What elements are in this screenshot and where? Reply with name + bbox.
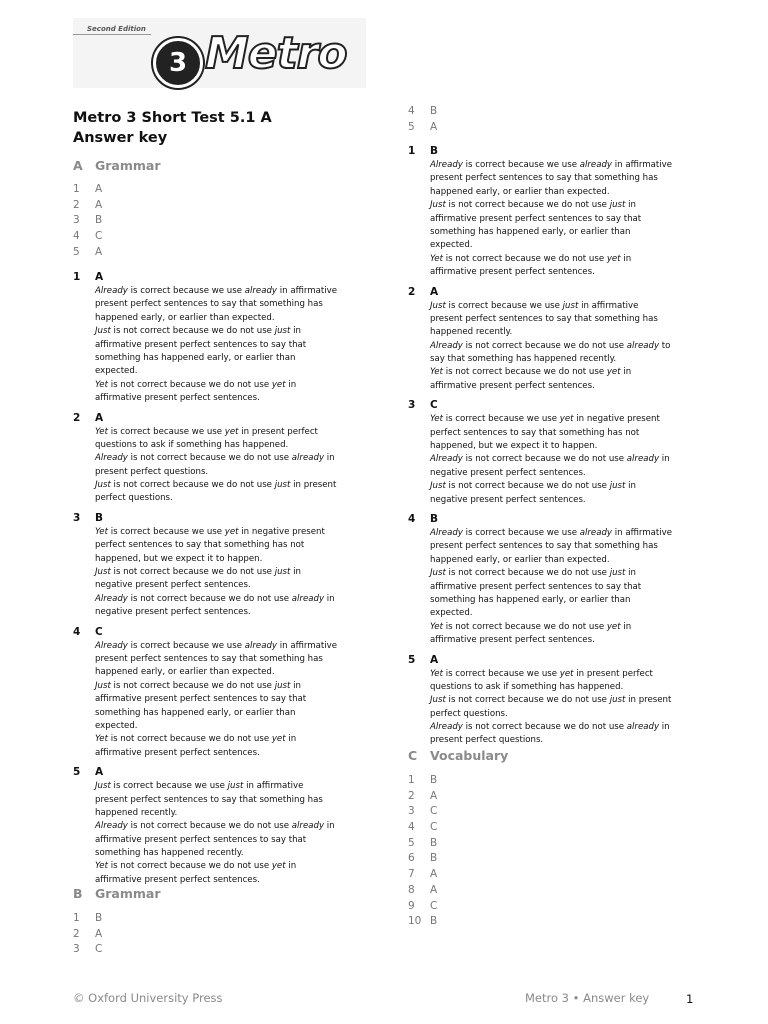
explanation-line: Yet is correct because we use yet in negative present — [95, 526, 325, 537]
explanation-line: Yet is not correct because we do not use yet in — [95, 861, 297, 872]
question-number: 3 — [73, 214, 80, 227]
explanation-line: Just is not correct because we do not use just in — [95, 326, 301, 337]
answer-letter: A — [95, 927, 103, 940]
section-b-heading — [73, 886, 161, 901]
question-number: 5 — [408, 836, 415, 849]
explanation-line: something has happened early, or earlier than — [430, 226, 631, 237]
explanation-line: present perfect sentences to say that something has — [430, 173, 658, 184]
explanation-line: affirmative present perfect sentences to say that — [430, 581, 642, 592]
answer-letter: B — [430, 145, 439, 157]
explanation-line: perfect questions. — [430, 708, 508, 719]
short-answer-row — [408, 773, 437, 789]
question-number: 2 — [73, 411, 81, 424]
answer-letter: A — [430, 285, 439, 298]
explanation-line: Already is not correct because we do not use already in — [95, 821, 335, 832]
explanation-item — [408, 144, 708, 280]
explanation-line: negative present perfect sentences. — [430, 494, 586, 505]
question-number: 3 — [73, 511, 81, 524]
metro-logo — [73, 18, 366, 88]
explanation-line: Already is not correct because we do not use already in — [95, 593, 335, 604]
explanation-header — [408, 512, 708, 527]
question-number: 8 — [408, 883, 415, 896]
answer-letter: A — [95, 245, 103, 258]
explanation-line: Yet is correct because we use yet in present perfect — [430, 668, 653, 679]
explanation-line: affirmative present perfect sentences. — [430, 267, 595, 278]
explanation-text — [430, 413, 708, 507]
explanation-line: perfect sentences to say that something has not — [95, 540, 305, 551]
explanation-line: affirmative present perfect sentences to say that — [95, 694, 307, 705]
explanation-line: Just is correct because we use just in affirmative — [430, 300, 639, 311]
explanation-line: Yet is not correct because we do not use yet in — [430, 367, 632, 378]
answer-letter: A — [430, 789, 438, 802]
explanation-header — [73, 411, 373, 426]
explanation-text — [95, 285, 373, 406]
short-answer-row — [408, 851, 437, 867]
explanation-line: Just is not correct because we do not use just in present — [95, 480, 337, 491]
explanation-line: Already is correct because we use already in affirmative — [95, 286, 338, 296]
question-number: 6 — [408, 852, 415, 865]
explanation-line: Yet is correct because we use yet in present perfect — [95, 426, 318, 437]
answer-letter: B — [430, 836, 438, 849]
section-c-heading — [408, 748, 508, 763]
footer-copyright: © Oxford University Press — [73, 991, 223, 1005]
section-letter: C — [408, 748, 418, 763]
explanation-text — [95, 780, 373, 887]
explanation-line: present perfect questions. — [95, 466, 209, 477]
explanation-header — [408, 398, 708, 413]
answer-letter: A — [95, 411, 104, 424]
explanation-line: Just is not correct because we do not use just in present — [430, 695, 672, 706]
explanation-line: Yet is not correct because we do not use yet in — [95, 379, 297, 390]
short-answer-row — [408, 899, 437, 915]
explanation-line: expected. — [95, 366, 138, 377]
answer-letter: A — [95, 766, 104, 779]
explanation-line: Already is correct because we use already in affirmative — [430, 527, 673, 538]
explanation-line: present perfect sentences to say that something has — [95, 653, 323, 664]
question-number: 3 — [73, 943, 80, 956]
explanation-item — [408, 285, 708, 394]
explanation-line: happened recently. — [95, 807, 178, 818]
explanation-line: Just is not correct because we do not use just in — [430, 568, 636, 579]
section-title: Vocabulary — [430, 748, 509, 763]
question-number: 1 — [408, 774, 415, 786]
explanation-line: Yet is not correct because we do not use yet in — [95, 734, 297, 745]
answer-letter: A — [95, 198, 103, 211]
question-number: 5 — [408, 120, 415, 133]
short-answer-row — [408, 820, 437, 836]
explanation-line: negative present perfect sentences. — [95, 607, 251, 618]
logo-divider — [73, 34, 151, 35]
explanation-header — [408, 144, 708, 159]
explanation-line: negative present perfect sentences. — [95, 580, 251, 591]
short-answer-row — [73, 182, 102, 198]
explanation-header — [408, 653, 708, 668]
question-number: 1 — [73, 183, 80, 195]
answer-letter: B — [430, 852, 438, 865]
explanation-line: present perfect sentences to say that something has — [95, 299, 323, 310]
explanation-line: Just is not correct because we do not use just in — [95, 567, 301, 578]
question-number: 7 — [408, 868, 415, 881]
answer-letter: B — [430, 915, 438, 928]
question-number: 1 — [73, 912, 80, 924]
answer-letter: B — [95, 511, 104, 524]
title-line-2: Answer key — [73, 130, 168, 146]
section-a-explanations — [73, 270, 373, 892]
explanation-item — [73, 270, 373, 406]
explanation-line: affirmative present perfect sentences. — [430, 380, 595, 391]
question-number: 4 — [73, 625, 81, 638]
explanation-line: negative present perfect sentences. — [430, 467, 586, 478]
question-number: 2 — [73, 198, 80, 211]
section-c-short-answers — [408, 773, 437, 930]
answer-letter: B — [430, 105, 438, 117]
explanation-text — [430, 668, 708, 748]
page-title — [73, 108, 272, 148]
explanation-line: say that something has happened recently. — [430, 354, 617, 365]
answer-letter: C — [95, 625, 103, 638]
explanation-line: something has happened early, or earlier than — [95, 352, 296, 363]
short-answer-row — [408, 883, 437, 899]
answer-letter: A — [430, 120, 438, 133]
explanation-line: affirmative present perfect sentences. — [430, 635, 595, 646]
explanation-item — [408, 653, 708, 748]
answer-letter: C — [95, 943, 103, 956]
explanation-line: happened early, or earlier than expected. — [430, 554, 610, 565]
explanation-line: present perfect sentences to say that something has — [95, 794, 323, 805]
explanation-line: expected. — [430, 240, 473, 251]
explanation-line: happened early, or earlier than expected. — [95, 312, 275, 323]
explanation-line: questions to ask if something has happened. — [430, 681, 624, 692]
explanation-line: Yet is not correct because we do not use yet in — [430, 621, 632, 632]
explanation-line: happened, but we expect it to happen. — [430, 441, 598, 452]
explanation-line: present perfect questions. — [430, 735, 544, 746]
explanation-line: Already is not correct because we do not use already in — [95, 453, 335, 464]
explanation-line: affirmative present perfect sentences. — [95, 393, 260, 404]
answer-letter: A — [95, 271, 104, 283]
explanation-line: happened, but we expect it to happen. — [95, 553, 263, 564]
answer-letter: C — [430, 805, 438, 818]
explanation-line: happened recently. — [430, 327, 513, 338]
explanation-line: expected. — [95, 720, 138, 731]
section-a-short-answers — [73, 182, 102, 260]
answer-letter: B — [430, 512, 439, 525]
question-number: 4 — [408, 821, 415, 834]
question-number: 5 — [73, 245, 80, 258]
question-number: 4 — [73, 230, 80, 243]
explanation-line: Just is not correct because we do not use just in — [95, 680, 301, 691]
explanation-item — [73, 411, 373, 506]
section-a-heading — [73, 158, 161, 173]
answer-letter: C — [95, 230, 103, 243]
short-answer-row — [73, 942, 102, 958]
question-number: 1 — [408, 145, 416, 157]
explanation-line: affirmative present perfect sentences. — [95, 874, 260, 885]
explanation-header — [73, 511, 373, 526]
explanation-text — [95, 526, 373, 620]
question-number: 5 — [408, 653, 416, 666]
short-answer-row — [73, 198, 102, 214]
answer-letter: A — [95, 183, 103, 195]
section-b-short-answers-part1 — [73, 911, 102, 958]
answer-letter: C — [430, 821, 438, 834]
explanation-item — [408, 398, 708, 507]
short-answer-row — [73, 245, 102, 261]
explanation-line: something has happened early, or earlier than — [95, 707, 296, 718]
short-answer-row — [73, 229, 102, 245]
section-b-short-answers-part2 — [408, 104, 437, 135]
question-number: 2 — [408, 789, 415, 802]
explanation-text — [95, 640, 373, 761]
explanation-line: affirmative present perfect sentences. — [95, 747, 260, 758]
short-answer-row — [408, 867, 437, 883]
explanation-line: present perfect sentences to say that something has — [430, 313, 658, 324]
section-title: Grammar — [95, 158, 161, 173]
section-letter: A — [73, 158, 83, 173]
short-answer-row — [73, 213, 102, 229]
explanation-line: Yet is correct because we use yet in negative present — [430, 414, 660, 425]
explanation-line: questions to ask if something has happened. — [95, 439, 289, 450]
explanation-line: Already is correct because we use already in affirmative — [430, 160, 673, 170]
question-number: 10 — [408, 915, 422, 928]
explanation-line: Already is correct because we use already in affirmative — [95, 640, 338, 651]
section-letter: B — [73, 886, 83, 901]
explanation-line: Just is not correct because we do not use just in — [430, 200, 636, 211]
question-number: 4 — [408, 105, 415, 117]
question-number: 9 — [408, 899, 415, 912]
logo-edition: Second Edition — [87, 25, 146, 33]
question-number: 3 — [408, 399, 416, 412]
answer-letter: C — [430, 899, 438, 912]
answer-letter: A — [430, 653, 439, 666]
answer-letter: B — [95, 912, 103, 924]
short-answer-row — [408, 836, 437, 852]
explanation-item — [73, 511, 373, 620]
explanation-line: affirmative present perfect sentences to say that — [95, 339, 307, 350]
title-line-1: Metro 3 Short Test 5.1 A — [73, 110, 272, 126]
short-answer-row — [408, 914, 437, 930]
explanation-header — [73, 765, 373, 780]
question-number: 2 — [73, 927, 80, 940]
section-title: Grammar — [95, 886, 161, 901]
short-answer-row — [408, 789, 437, 805]
logo-number-badge: 3 — [153, 38, 203, 88]
explanation-line: perfect sentences to say that something has not — [430, 427, 640, 438]
explanation-line: affirmative present perfect sentences to say that — [430, 213, 642, 224]
explanation-line: Already is not correct because we do not use already in — [430, 722, 670, 733]
page-number: 1 — [686, 992, 694, 1006]
explanation-item — [408, 512, 708, 648]
answer-letter: C — [430, 399, 438, 412]
explanation-text — [430, 159, 708, 280]
explanation-line: Already is not correct because we do not use already in — [430, 454, 670, 465]
explanation-line: perfect questions. — [95, 493, 173, 504]
explanation-line: something has happened recently. — [95, 848, 244, 859]
short-answer-row — [408, 120, 437, 136]
question-number: 3 — [408, 805, 415, 818]
explanation-line: happened early, or earlier than expected. — [430, 186, 610, 197]
explanation-text — [430, 527, 708, 648]
short-answer-row — [73, 911, 102, 927]
short-answer-row — [408, 804, 437, 820]
explanation-line: affirmative present perfect sentences to say that — [95, 834, 307, 845]
explanation-header — [73, 270, 373, 285]
explanation-line: Yet is not correct because we do not use yet in — [430, 253, 632, 264]
footer-title: Metro 3 • Answer key — [525, 991, 650, 1005]
answer-letter: B — [430, 774, 438, 786]
short-answer-row — [408, 104, 437, 120]
explanation-line: Just is not correct because we do not use just in — [430, 481, 636, 492]
explanation-line: Just is correct because we use just in affirmative — [95, 781, 304, 792]
question-number: 5 — [73, 766, 81, 779]
explanation-line: expected. — [430, 608, 473, 619]
question-number: 4 — [408, 512, 416, 525]
question-number: 2 — [408, 285, 416, 298]
answer-letter: A — [430, 868, 438, 881]
explanation-item — [73, 625, 373, 761]
answer-letter: B — [95, 214, 103, 227]
explanation-line: present perfect sentences to say that something has — [430, 541, 658, 552]
question-number: 1 — [73, 271, 81, 283]
explanation-line: Already is not correct because we do not use already to — [430, 340, 671, 351]
explanation-text — [95, 426, 373, 506]
explanation-header — [73, 625, 373, 640]
logo-wordmark: Metro — [205, 28, 347, 79]
short-answer-row — [73, 927, 102, 943]
explanation-item — [73, 765, 373, 887]
explanation-text — [430, 300, 708, 394]
answer-letter: A — [430, 883, 438, 896]
section-b-explanations — [408, 144, 708, 753]
explanation-line: something has happened early, or earlier than — [430, 594, 631, 605]
explanation-line: happened early, or earlier than expected. — [95, 667, 275, 678]
explanation-header — [408, 285, 708, 300]
